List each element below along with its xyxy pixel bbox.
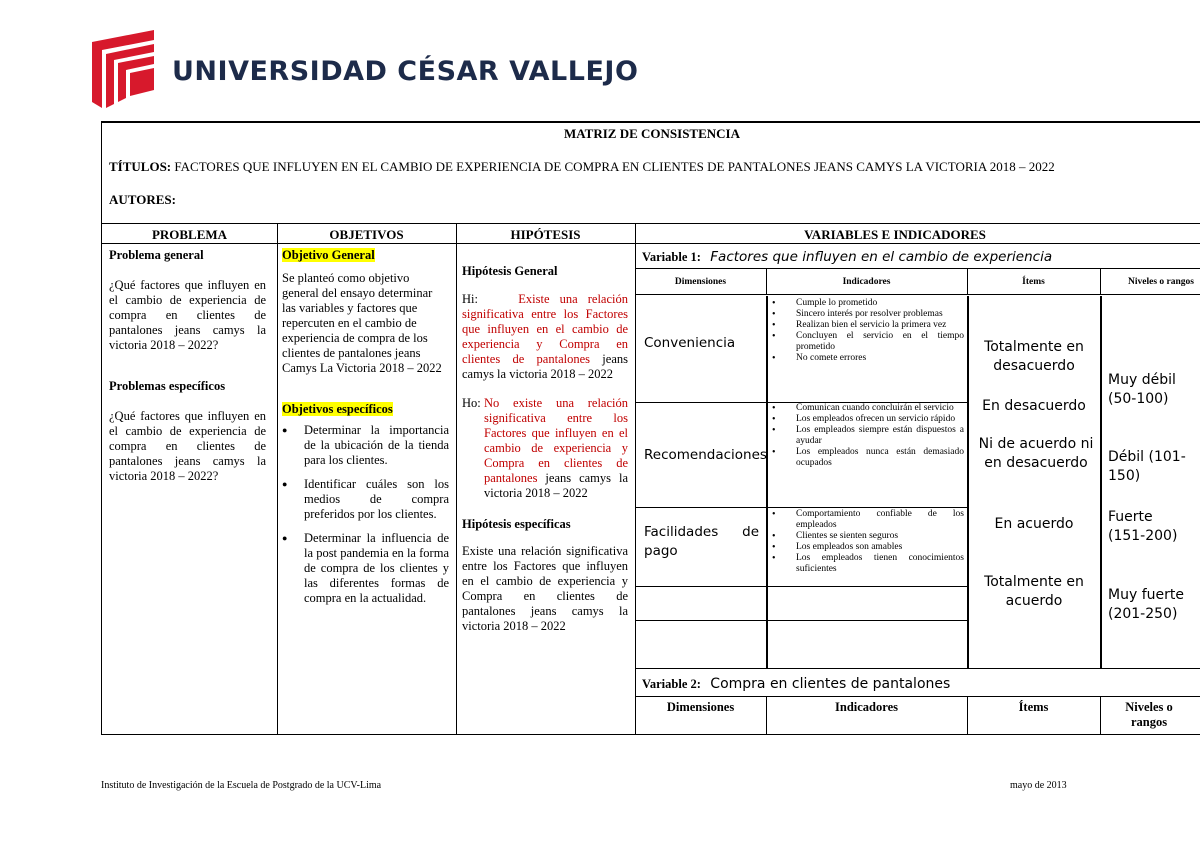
indicator-item: • Clientes se sienten seguros: [766, 531, 964, 542]
v1-header-dimensiones: Dimensiones: [674, 277, 727, 287]
objetivos-cell: [282, 248, 449, 615]
hi-text-black: jeans camys la victoria 2018 – 2022: [462, 352, 628, 381]
ho-text-red: No existe una relación significativa entre los Factores que influyen en el cambio de experiencia y Compra en clientes de pantalones: [484, 396, 628, 485]
v2-header-indicadores: Indicadores: [835, 700, 898, 714]
problema-specific-text: ¿Qué factores que influyen en el cambio de experiencia de compra en clientes de pantalones jeans camys la victoria 2018 – 2022?: [109, 409, 266, 483]
authors-label: AUTORES:: [109, 192, 176, 207]
hi-text-red: Existe una relación significativa entre los Factores que influyen en el cambio de experiencia y Compra en clientes de pantalones: [462, 292, 628, 366]
indicator-item: • Realizan bien el servicio la primera vez: [766, 320, 964, 331]
hipotesis-cell: [462, 264, 628, 634]
university-logo: [92, 30, 639, 110]
problema-general-title: Problema general: [109, 248, 204, 262]
column-objetivos: OBJETIVOS: [329, 227, 404, 242]
v2-header-dimensiones: Dimensiones: [666, 700, 735, 714]
variable1-header: [642, 250, 1200, 265]
footer-institute: Instituto de Investigación de la Escuela de Postgrado de la UCV-Lima: [101, 780, 382, 791]
objetivo-item: ● Determinar la importancia de la ubicación de la tienda para los clientes.: [282, 423, 449, 468]
indicator-item: • Concluyen el servicio en el tiempo prometido: [766, 331, 964, 353]
dimension-conveniencia: Conveniencia: [644, 335, 736, 351]
matrix-title: MATRIZ DE CONSISTENCIA: [563, 126, 740, 141]
v2-header-niveles: Niveles o rangos: [1125, 700, 1173, 729]
ho-text-black: jeans camys la victoria 2018 – 2022: [484, 471, 628, 500]
indicators-conveniencia: [766, 298, 964, 364]
indicator-item: • Los empleados siempre están dispuestos a ayudar: [766, 425, 964, 447]
indicators-recomendaciones: [766, 403, 964, 469]
problema-general-text: ¿Qué factores que influyen en el cambio de experiencia de compra en clientes de pantalones jeans camys la victoria 2018 – 2022?: [109, 278, 266, 352]
consistency-matrix: [101, 121, 1200, 735]
university-name: UNIVERSIDAD CÉSAR VALLEJO: [172, 56, 639, 87]
objetivo-item: ● Determinar la influencia de la post pandemia en la forma de compra de los clientes y las diferentes formas de compra en la actualidad.: [282, 531, 449, 606]
variable2-header: [642, 677, 1200, 692]
level-debil: Débil (101-150): [1108, 449, 1186, 484]
indicators-facilidades: [766, 509, 964, 575]
dimension-facilidades-label: Facilidades de pago: [644, 524, 759, 559]
problema-specific-title: Problemas específicos: [109, 379, 226, 393]
indicator-item: • No comete errores: [766, 353, 964, 364]
hipotesis-ho: [462, 396, 628, 501]
dimension-recomendaciones: Recomendaciones: [644, 447, 767, 463]
ho-label: Ho:: [462, 396, 481, 410]
indicator-item: • Los empleados ofrecen un servicio rápido: [766, 414, 964, 425]
footer-date: mayo de 2013: [1010, 780, 1067, 791]
v1-header-items: Ítems: [1022, 277, 1045, 287]
column-problema: PROBLEMA: [151, 227, 228, 242]
hipotesis-hi: [462, 292, 628, 382]
v2-header-items: Ítems: [1018, 700, 1049, 714]
variable1-name: Factores que influyen en el cambio de experiencia: [710, 249, 1053, 265]
hi-label: Hi:: [462, 292, 478, 306]
column-variables: VARIABLES E INDICADORES: [804, 227, 986, 242]
column-hipotesis: HIPÓTESIS: [510, 227, 581, 242]
objetivo-item: ● Identificar cuáles son los medios de compra preferidos por los clientes.: [282, 477, 449, 522]
dimension-facilidades: [644, 523, 759, 561]
indicator-item: • Los empleados nunca están demasiado ocupados: [766, 447, 964, 469]
item-scale-4: En acuerdo: [994, 516, 1074, 532]
variable2-label: Variable 2:: [642, 677, 701, 691]
titles-line: [109, 159, 1055, 175]
level-fuerte: Fuerte (151-200): [1108, 509, 1178, 544]
hipotesis-specific-text: Existe una relación significativa entre los Factores que influyen en el cambio de experiencia y Compra en clientes de pantalones jeans camys la victoria 2018 – 2022: [462, 544, 628, 633]
hipotesis-general-title: Hipótesis General: [462, 264, 558, 278]
indicator-item: • Los empleados son amables: [766, 542, 964, 553]
item-scale-1: Totalmente en desacuerdo: [984, 339, 1084, 374]
v1-header-indicadores: Indicadores: [842, 277, 891, 287]
item-scale-2: En desacuerdo: [982, 398, 1086, 414]
variable1-label: Variable 1:: [642, 250, 701, 264]
indicator-item: • Los empleados tienen conocimientos suficientes: [766, 553, 964, 575]
level-muy-debil: Muy débil (50-100): [1108, 372, 1176, 407]
item-scale-5: Totalmente en acuerdo: [984, 574, 1084, 609]
variable2-name: Compra en clientes de pantalones: [710, 676, 951, 692]
titles-value: FACTORES QUE INFLUYEN EN EL CAMBIO DE EXPERIENCIA DE COMPRA EN CLIENTES DE PANTALONES JEANS CAMYS LA VICTORIA 2018 – 2022: [174, 159, 1055, 174]
hipotesis-specific-title: Hipótesis específicas: [462, 517, 571, 531]
indicator-item: • Sincero interés por resolver problemas: [766, 309, 964, 320]
university-crest-icon: [92, 30, 162, 110]
indicator-item: • Comunican cuando concluirán el servicio: [766, 403, 964, 414]
objetivos-specific-list: [282, 423, 449, 606]
titles-label: TÍTULOS:: [109, 159, 172, 174]
objetivo-general-text: Se planteó como objetivo general del ensayo determinar las variables y factores que repercuten en el cambio de experiencia de compra de los clientes de pantalones jeans Camys La Victoria 2018 – 2022: [282, 271, 442, 375]
level-muy-fuerte: Muy fuerte (201-250): [1108, 587, 1184, 622]
indicator-item: • Comportamiento confiable de los empleados: [766, 509, 964, 531]
item-scale-3: Ni de acuerdo ni en desacuerdo: [978, 436, 1094, 471]
indicator-item: • Cumple lo prometido: [766, 298, 964, 309]
v1-header-niveles: Niveles o rangos: [1128, 277, 1194, 287]
problema-cell: [109, 248, 266, 484]
objetivos-specific-title: Objetivos específicos: [282, 402, 393, 416]
objetivo-general-title: Objetivo General: [282, 248, 375, 262]
